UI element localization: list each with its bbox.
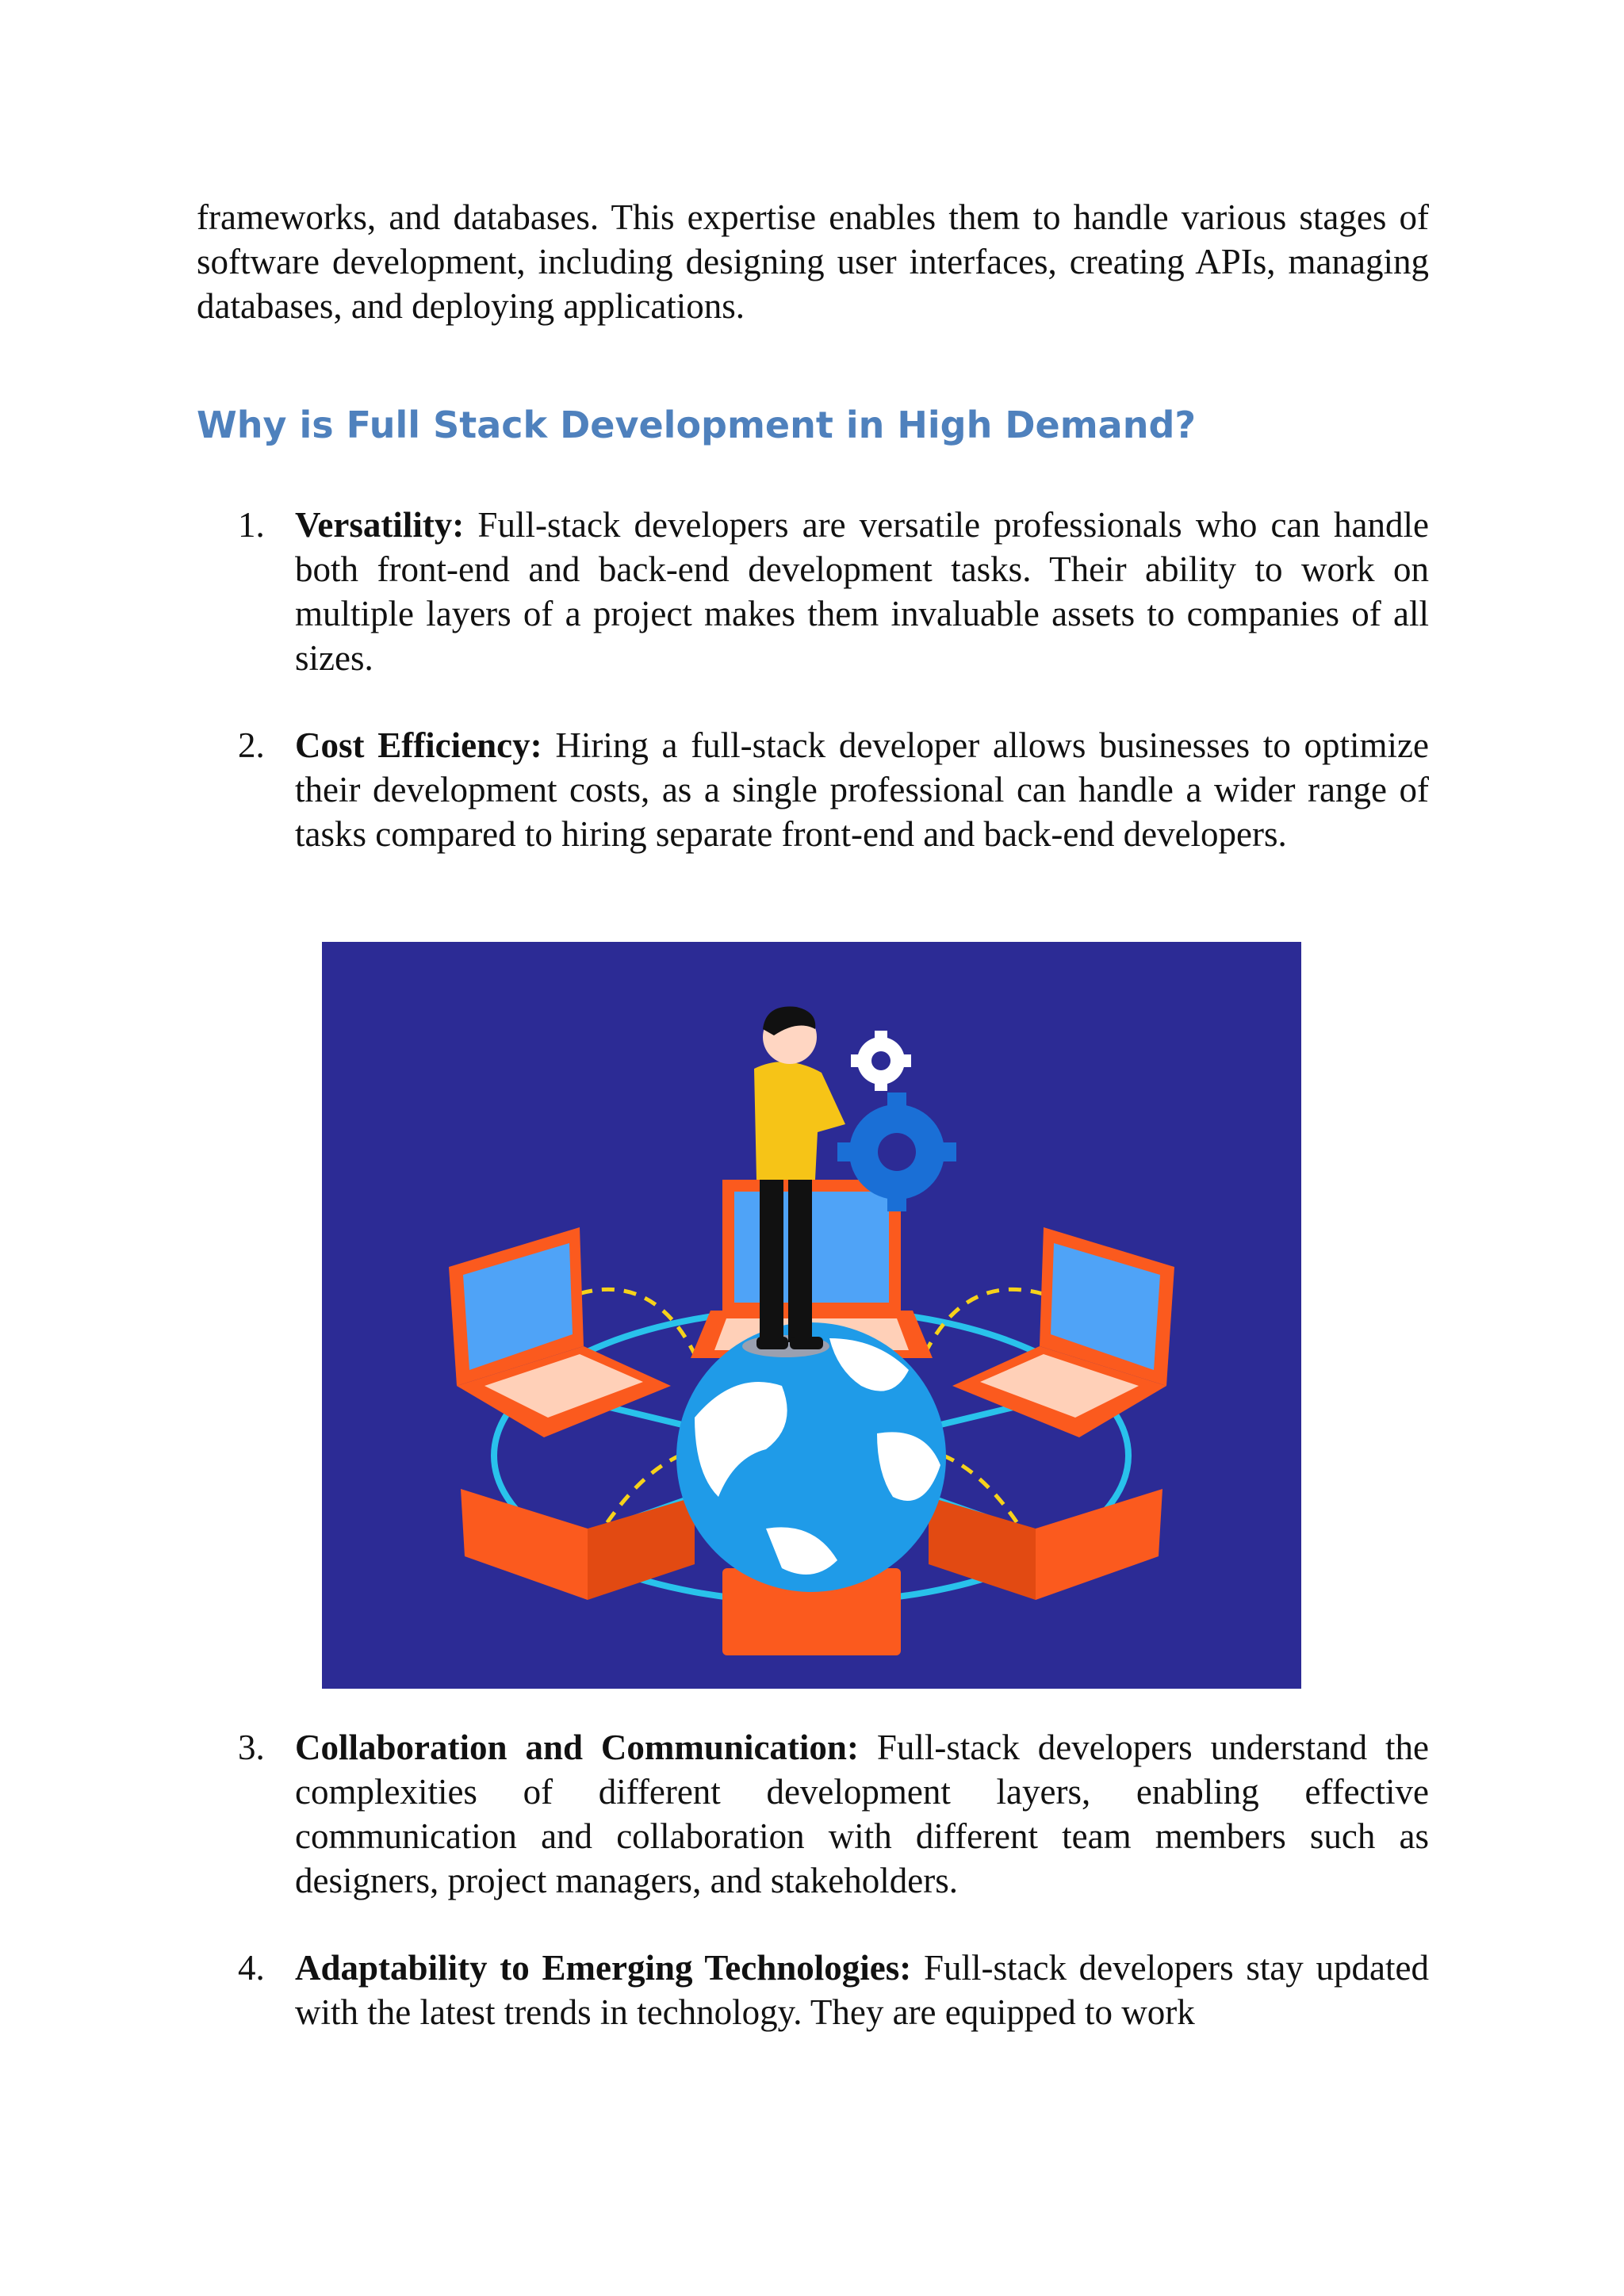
list-item-term: Collaboration and Communication: (295, 1728, 859, 1767)
list-item-body (295, 723, 1429, 856)
section-heading: Why is Full Stack Development in High Demand? (197, 404, 1197, 446)
full-stack-illustration (322, 942, 1301, 1689)
list-item-body (295, 1946, 1429, 2034)
list-item-term: Cost Efficiency: (295, 725, 542, 765)
list-item-number: 2. (238, 725, 265, 765)
list-item-number: 3. (238, 1728, 265, 1767)
list-item-term: Adaptability to Emerging Technologies: (295, 1948, 912, 1988)
globe-icon (676, 1322, 946, 1592)
list-item-body (295, 503, 1429, 680)
intro-paragraph: frameworks, and databases. This expertise enables them to handle various stages of software development, including designing user interfaces, creating APIs, managing databases, and deploying applications. (197, 197, 1429, 326)
list-item-term: Versatility: (295, 505, 465, 545)
list-item-text: Full-stack developers stay updated with the latest trends in technology. They are equipped to work (295, 1948, 1429, 2032)
list-item-text: Full-stack developers are versatile professionals who can handle both front-end and back-end development tasks. Their ability to work on multiple layers of a project makes them invaluable assets to companies of all sizes. (295, 505, 1429, 678)
list-item-text: Full-stack developers understand the complexities of different development layers, enabling effective communication and collaboration with different team members such as designers, project managers, and stakeholders. (295, 1728, 1429, 1900)
list-item-number: 4. (238, 1948, 265, 1988)
list-item-text: Hiring a full-stack developer allows businesses to optimize their development costs, as a single professional can handle a wider range of tasks compared to hiring separate front-end and back-end developers. (295, 725, 1429, 854)
list-item-body (295, 1725, 1429, 1903)
list-item-number: 1. (238, 505, 265, 545)
